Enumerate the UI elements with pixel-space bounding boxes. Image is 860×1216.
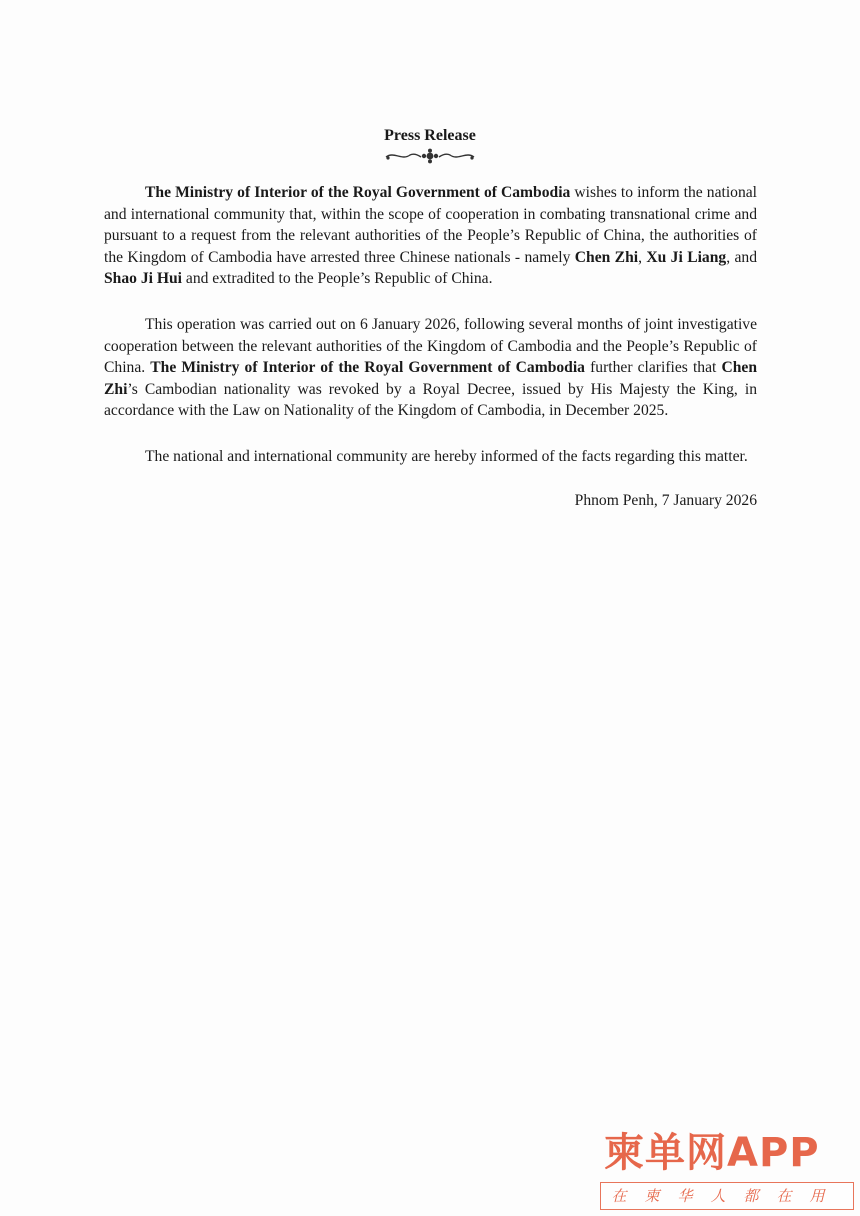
watermark-logo-text: 柬单网APP: [604, 1130, 820, 1176]
watermark-slogan: 在柬华人都在用: [611, 1187, 843, 1205]
paragraph-3: The national and international community are hereby informed of the facts regarding this matter.: [145, 448, 748, 465]
press-release-title: Press Release: [384, 127, 476, 144]
paragraph-1: The Ministry of Interior of the Royal Government of Cambodia wishes to inform the national and international community that, within the scope of cooperation in combating transnational crime and pursuant to a request from the relevant authorities of the People’s Republic of China, the authorities of the Kingdom of Cambodia have arrested three Chinese nationals - namely Chen Zhi, Xu Ji Liang, and Shao Ji Hui and extradited to the People’s Republic of China.: [104, 184, 758, 288]
ornament-divider-icon: [380, 148, 480, 164]
place-and-date: Phnom Penh, 7 January 2026: [574, 492, 757, 509]
ministry-name-2: The Ministry of Interior of the Royal Government of Cambodia: [150, 359, 585, 377]
name-xu-ji-liang: Xu Ji Liang: [646, 248, 727, 266]
ministry-name: The Ministry of Interior of the Royal Government of Cambodia: [145, 184, 571, 201]
name-chen-zhi-2: Chen Zhi: [104, 359, 757, 398]
app-watermark: [600, 1128, 856, 1214]
name-shao-ji-hui: Shao Ji Hui: [104, 270, 182, 288]
paragraph-2: This operation was carried out on 6 January 2026, following several months of joint investigative cooperation between the relevant authorities of the Kingdom of Cambodia and the People’s Republic of China. The Ministry of Interior of the Royal Government of Cambodia further clarifies that Chen Zhi’s Cambodian nationality was revoked by a Royal Decree, issued by His Majesty the King, in accordance with the Law on Nationality of the Kingdom of Cambodia, in December 2025.: [104, 316, 757, 420]
name-chen-zhi: Chen Zhi: [574, 248, 639, 266]
watermark-slogan-bar: [600, 1182, 854, 1210]
